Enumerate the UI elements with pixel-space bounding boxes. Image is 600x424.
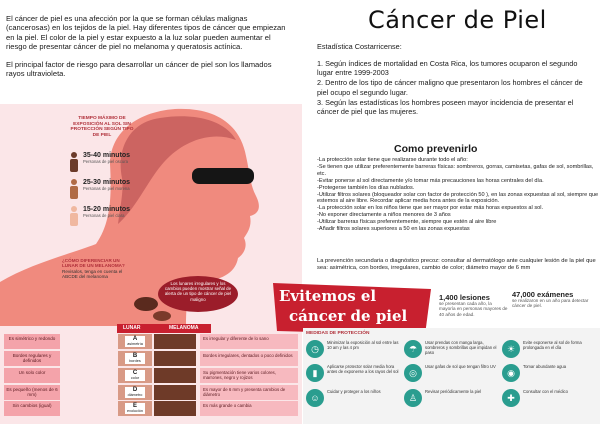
measure-item [502, 364, 598, 386]
melanoma-image [154, 385, 196, 400]
abcde-letter: D diámetro [125, 387, 145, 398]
abcde-melanoma-desc: Bordes irregulares, dentados o poco definidos [200, 351, 298, 366]
person-icon [68, 152, 80, 172]
exposure-value: 15-20 minutos [83, 206, 131, 213]
bottle-icon: ▮ [306, 364, 324, 382]
measure-text: Usar gafas de sol que tengan filtro UV [425, 364, 496, 369]
abcde-lunar-label: Sin cambios (igual) [4, 401, 60, 416]
doctor-icon: ✚ [502, 389, 520, 407]
measure-text: Consultar con el médico [523, 389, 568, 394]
person-icon: ♙ [404, 389, 422, 407]
metric-lesions [439, 295, 509, 317]
metric-note: se presentan cada año, la mayoría en personas mayores de 40 años de edad. [439, 301, 508, 317]
metric-exams [512, 292, 598, 309]
abcde-letter: B bordes [125, 353, 145, 364]
abcde-row [0, 350, 300, 367]
metric-note: se realizaron en un año para detectar cáncer de piel. [512, 298, 589, 309]
measure-text: Revisar periódicamente la piel [425, 389, 482, 394]
person-icon [68, 179, 80, 199]
face-profile-illustration [0, 104, 302, 326]
clock-icon: ◷ [306, 340, 324, 358]
exposure-row [68, 179, 138, 201]
measure-item [306, 340, 402, 362]
statistics-heading: Estadística Costarricense: [317, 42, 402, 51]
abcde-lunar-label: Bordes regulares y definidos [4, 351, 60, 366]
banner-line-2: cáncer de piel [289, 307, 408, 325]
melanoma-image [154, 401, 196, 416]
prevention-item: -Se tienen que utilizar preferentemente barreras físicas: sombreros, gorras, camisetas, gafas de sol, sombrillas, etc. [317, 163, 594, 177]
prevention-item: -Utilizar barreras físicas preferentemente, siempre que estén al aire libre [317, 219, 497, 226]
measures-title: MEDIDAS DE PROTECCIÓN [306, 331, 370, 336]
prevention-item: -La protección solar tiene que realizarse durante todo el año: [317, 157, 468, 163]
abcde-letter: E evolución [126, 403, 144, 413]
measure-text: Evite exponerse al sol de forma prolongada en el día [523, 340, 582, 350]
abcde-row [0, 400, 300, 415]
prevention-item: -Utilizar filtros solares (bloqueador solar con factor de protección 50 ), en las zonas expuestas al sol, siempre que estemos al aire libre. Recordar aplicar media hora antes de la exposición. [317, 191, 599, 205]
mole-question-title: ¿CÓMO DIFERENCIAR UN LUNAR DE UN MELANOMA? [62, 258, 125, 269]
melanoma-image [154, 368, 196, 383]
abcde-lunar-label: Es simétrico y redondo [4, 334, 60, 349]
exposure-value: 35-40 minutos [83, 152, 131, 159]
measure-item [502, 340, 598, 362]
abcde-header-melanoma: MELANOMA [169, 325, 199, 331]
measure-item [502, 389, 598, 411]
water-icon: ◉ [502, 364, 520, 382]
exposure-note: Personas de piel oscura [83, 159, 128, 164]
melanoma-image [154, 351, 196, 366]
detection-text: La prevención secundaria o diagnóstico precoz: consultar al dermatólogo ante cualquier lesión de la piel que sea: asimétrica, con bordes, irregulares, cambio de color; diámetro mayor de 6 mm [317, 258, 596, 272]
metric-number: 47,000 exámenes [512, 290, 574, 299]
abcde-melanoma-desc: Su pigmentación tiene varios colores, marrones, negro y rojizos [200, 368, 298, 383]
measure-text: Aplicarse protector solar media hora antes de exponerse a los rayos del sol [327, 364, 399, 374]
exposure-row [68, 206, 138, 228]
measure-text: Usar prendas con manga larga, sombreros y sombrillas que impidan el paso [425, 340, 497, 355]
banner-line-1: Evitemos el [279, 287, 377, 305]
measure-item [404, 340, 500, 362]
prevention-item: -Protegerse también los días nublados. [317, 184, 415, 191]
abcde-lunar-label: Es pequeño (menos de 6 mm) [4, 385, 60, 400]
statistics-section [317, 42, 595, 117]
abcde-row [0, 333, 300, 350]
abcde-row [0, 367, 300, 384]
abcde-header-lunar: LUNAR [123, 325, 141, 331]
page-title: Cáncer de Piel [368, 6, 547, 34]
exposure-value: 25-30 minutos [83, 179, 131, 186]
abcde-letter: C color [125, 370, 145, 381]
measure-text: Minimizar la exposición al sol entre las 10 am y las 4 pm [327, 340, 399, 350]
melanoma-image [154, 334, 196, 349]
measure-text: Tomar abundante agua [523, 364, 567, 369]
statistics-item: 1. Según índices de mortalidad en Costa Rica, los tumores ocuparon el segundo lugar entre 1999-2003 [317, 58, 578, 78]
prevention-item: -La protección solar en los niños tiene que ser mayor por estar más horas expuestos al sol. [317, 205, 544, 212]
abcde-lunar-label: Un solo color [4, 368, 60, 383]
abcde-row [0, 384, 300, 401]
prevention-item: -No exponer directamente a niños menores de 3 años [317, 212, 451, 219]
umbrella-icon: ☂ [404, 340, 422, 358]
prevention-list [317, 157, 600, 233]
abcde-melanoma-desc: Es más grande o cambia [200, 401, 298, 416]
sun-icon: ☀ [502, 340, 520, 358]
statistics-item: 3. Según las estadísticas los hombres poseen mayor incidencia de presentar el cáncer de piel que las mujeres. [317, 97, 574, 117]
exposure-note: Personas de piel morena [83, 186, 130, 191]
abcde-letter: A asimetría [125, 336, 145, 347]
intro-paragraph-1: El cáncer de piel es una afección por la que se forman células malignas (cancerosas) en los tejidos de la piel. Hay diferentes tipos de cáncer que empiezan en la piel. El color de la piel y estar expuesto a la luz solar pueden aumentar el riesgo de presentar cáncer de piel no melanoma y queratosis actínica. [6, 14, 286, 52]
child-icon: ☺ [306, 389, 324, 407]
measure-item [306, 364, 402, 386]
measure-item [404, 364, 500, 386]
statistics-item: 2. Dentro de los tipo de cáncer maligno que presentaron los hombres el cáncer de piel ocupo el segundo lugar. [317, 78, 583, 97]
measure-text: Cuidar y proteger a los niños [327, 389, 381, 394]
callout-text: Los lunares irregulares y los cambios pueden mostrar señal de alerta de un tipo de cáncer de piel maligno [164, 281, 232, 302]
person-icon [68, 206, 80, 226]
glasses-icon: ◎ [404, 364, 422, 382]
abcde-melanoma-desc: Es irregular y diferente de lo sano [200, 334, 298, 349]
metric-number: 1,400 lesiones [439, 293, 490, 302]
intro-paragraph-2: El principal factor de riesgo para desarrollar un cáncer de piel son los llamados rayos ultravioleta. [6, 59, 272, 79]
abcde-melanoma-desc: Es mayor de 6 mm y presenta cambios de diámetro [200, 385, 298, 400]
sunglasses-icon [192, 168, 254, 184]
mole-question [62, 258, 126, 280]
measure-item [404, 389, 500, 411]
intro-text [6, 14, 288, 86]
exposure-row [68, 152, 138, 174]
exposure-time-title: TIEMPO MÁXIMO DE EXPOSICIÓN AL SOL SIN PROTECCIÓN SEGÚN TIPO DE PIEL [70, 116, 134, 138]
exposure-note: Personas de piel clara [83, 213, 125, 218]
measure-item [306, 389, 402, 411]
prevention-item: -Evitar ponerse al sol directamente y/o tomar más precauciones las horas centrales del día. [317, 177, 544, 184]
mole-question-note: Revisalos, tenga en cuenta el ABCDE del melanoma [62, 268, 123, 280]
abcde-header [117, 324, 211, 333]
prevention-item: -Añadir filtros solares superiores a 50 en las zonas expuestas [317, 226, 470, 233]
prevention-title: Como prevenirlo [394, 143, 478, 155]
